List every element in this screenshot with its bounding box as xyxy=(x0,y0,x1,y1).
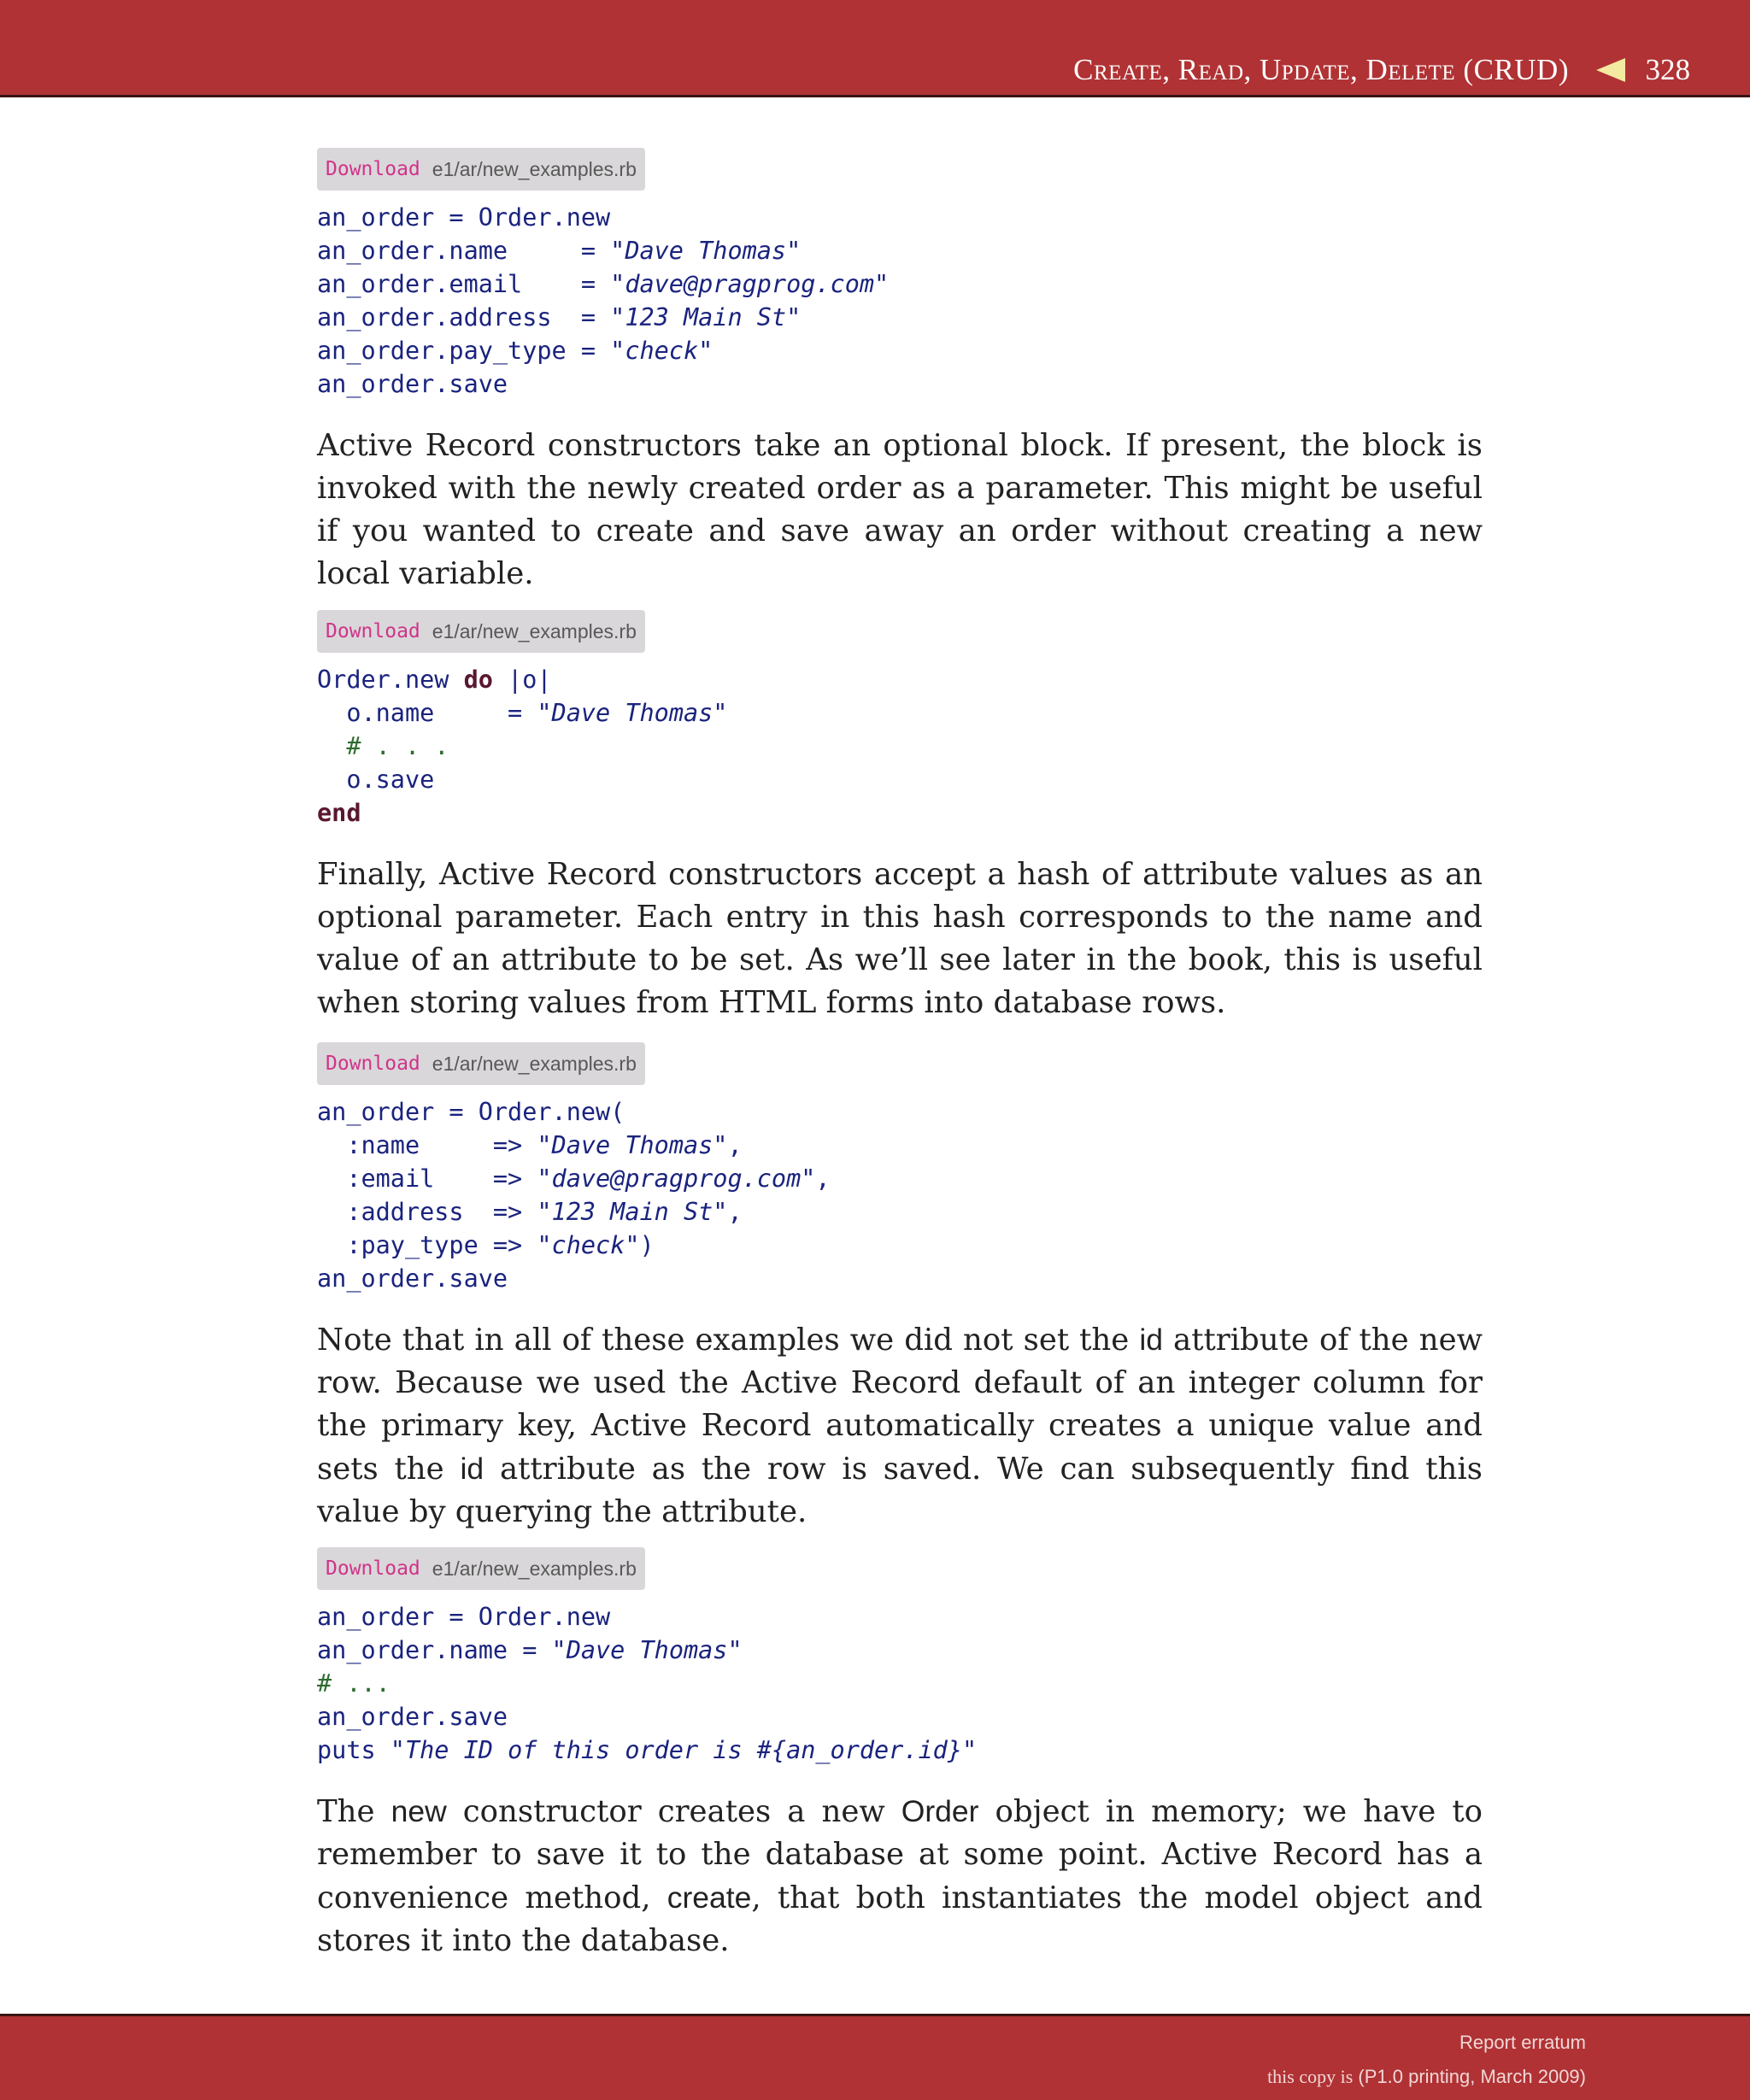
code-line: :address => "123 Main St", xyxy=(317,1198,743,1226)
code-line: Order.new do |o| xyxy=(317,666,552,694)
download-bar[interactable] xyxy=(317,610,645,653)
code-keyword: end xyxy=(317,799,361,827)
inline-code: create xyxy=(667,1880,752,1915)
inline-code: id xyxy=(460,1452,484,1486)
download-bar[interactable] xyxy=(317,1547,645,1590)
previous-page-arrow-icon[interactable] xyxy=(1596,58,1625,82)
code-line: an_order = Order.new xyxy=(317,203,611,232)
code-line: o.name = "Dave Thomas" xyxy=(317,699,728,727)
report-erratum-link[interactable]: Report erratum xyxy=(1459,2032,1586,2053)
code-line: an_order.save xyxy=(317,1264,508,1293)
code-line: an_order.address = "123 Main St" xyxy=(317,303,802,331)
download-bar[interactable] xyxy=(317,148,645,191)
download-link[interactable]: Download xyxy=(326,158,420,180)
download-link[interactable]: Download xyxy=(326,1053,420,1075)
code-block-4 xyxy=(317,1600,977,1767)
code-line: an_order.save xyxy=(317,370,508,398)
code-line: an_order.save xyxy=(317,1703,508,1731)
code-comment: # . . . xyxy=(317,732,449,760)
page-footer xyxy=(0,2014,1750,2100)
copy-info: this copy is (P1.0 printing, March 2009) xyxy=(1267,2066,1586,2087)
code-line: an_order.email = "dave@pragprog.com" xyxy=(317,270,890,298)
download-bar[interactable] xyxy=(317,1042,645,1085)
download-link[interactable]: Download xyxy=(326,1557,420,1580)
file-path: e1/ar/new_examples.rb xyxy=(432,157,637,180)
paragraph-1: Active Record constructors take an optional block. If present, the block is invoked with the newly created order as a parameter. This might be useful if you wanted to create and save away an order without creating a new local variable. xyxy=(317,428,1483,591)
page-header xyxy=(0,0,1750,97)
download-link[interactable]: Download xyxy=(326,620,420,642)
inline-code: Order xyxy=(901,1794,979,1828)
code-block-2 xyxy=(317,663,727,830)
code-comment: # ... xyxy=(317,1669,391,1698)
running-title: Create, Read, Update, Delete (CRUD) xyxy=(1073,53,1569,86)
file-path: e1/ar/new_examples.rb xyxy=(432,1557,637,1580)
code-line: an_order.name = "Dave Thomas" xyxy=(317,1636,743,1664)
code-line: an_order = Order.new xyxy=(317,1603,611,1631)
paragraph-2: Finally, Active Record constructors accept a hash of attribute values as an optional parameter. Each entry in this hash corresponds to the name and value of an attribute to be set. As we’ll see later in the book, this is useful when storing values from HTML forms into database rows. xyxy=(317,857,1483,1020)
code-line: :pay_type => "check") xyxy=(317,1231,655,1259)
code-line: an_order.name = "Dave Thomas" xyxy=(317,237,802,265)
inline-code: id xyxy=(1139,1323,1163,1357)
file-path: e1/ar/new_examples.rb xyxy=(432,1052,637,1075)
code-line: o.save xyxy=(317,766,435,794)
paragraph-3: Note that in all of these examples we did not set the id attribute of the new row. Because we used the Active Record default of an integer column for the primary key, Active Record automatically creates a unique value and sets the id attribute as the row is saved. We can subsequently find this value by querying the attribute. xyxy=(317,1323,1483,1529)
code-line: puts "The ID of this order is #{an_order.id}" xyxy=(317,1736,978,1764)
code-line: an_order.pay_type = "check" xyxy=(317,337,714,365)
paragraph-4: The new constructor creates a new Order object in memory; we have to remember to save it to the database at some point. Active Record has a convenience method, create, that both instantiates the model object and stores it into the database. xyxy=(317,1794,1483,1958)
code-line: :email => "dave@pragprog.com", xyxy=(317,1164,831,1193)
code-line: :name => "Dave Thomas", xyxy=(317,1131,743,1159)
code-line: an_order = Order.new( xyxy=(317,1098,625,1126)
file-path: e1/ar/new_examples.rb xyxy=(432,619,637,642)
page-number: 328 xyxy=(1645,53,1690,86)
code-block-3 xyxy=(317,1095,831,1295)
code-block-1 xyxy=(317,201,889,401)
inline-code: new xyxy=(391,1794,447,1828)
